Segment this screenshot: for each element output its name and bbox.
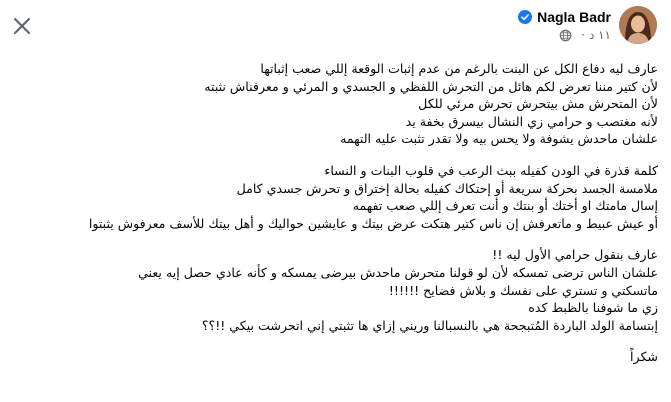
text-line: لأن كتير مننا تعرض لكم هائل من التحرش اللفظي و الجسدي و المرئي و معرفناش نثبته <box>204 78 658 94</box>
profile-photo <box>619 6 657 44</box>
close-button[interactable] <box>10 14 34 38</box>
verified-badge-icon <box>518 10 532 24</box>
post-meta <box>559 28 611 42</box>
meta-separator: · <box>581 28 585 42</box>
avatar[interactable] <box>619 6 657 44</box>
paragraph-4 <box>13 348 658 366</box>
post-body <box>13 60 658 380</box>
text-line: لأنه مغتصب و حرامي زي النشال بيسرق بخفة يد <box>405 113 658 129</box>
paragraph-1 <box>13 60 658 148</box>
author-name[interactable]: Nagla Badr <box>537 9 611 25</box>
globe-icon[interactable] <box>559 29 572 42</box>
text-line: ماتسكتي و تستري على نفسك و بلاش فضايح !!!!!! <box>388 282 658 298</box>
text-line: شكراً <box>630 349 658 365</box>
text-line: ملامسة الجسد بحركة سريعة أو إحتكاك كفيله بحالة إختراق و تحرش جسدي كامل <box>236 180 658 196</box>
close-icon <box>10 14 34 38</box>
text-line: كلمة قذرة في الودن كفيله ببث الرعب في قلوب البنات و النساء <box>324 162 658 178</box>
text-line: علشان ماحدش يشوفة ولا يحس بيه ولا تقدر تثبت عليه التهمه <box>340 131 658 147</box>
author-line <box>518 9 611 25</box>
text-line: علشان الناس ترضى تمسكه لأن لو قولنا متحرش ماحدش بيرضى يمسكه و كأنه عادي حصل إيه يعني <box>138 264 658 280</box>
text-line: إسال مامتك او أختك أو بنتك و أنت تعرف إللي صعب تفهمه <box>352 198 658 214</box>
text-line: إبتسامة الولد الباردة المُتبجحة هي بالنسبالنا وريني إزاي ها تثبتي إني اتحرشت بيكي !!؟؟ <box>201 317 658 333</box>
post-time[interactable]: ١١ د <box>588 28 611 42</box>
text-line: أو عيش عبيط و ماتعرفش إن ناس كتير هتكت عرض بيتك و عايشين حواليك و أهل بيتك للأسف معرفوش يثبتوا <box>88 215 658 231</box>
paragraph-3 <box>13 246 658 334</box>
paragraph-2 <box>13 162 658 232</box>
text-line: عارف بنقول حرامي الأول ليه !! <box>492 247 658 263</box>
text-line: زي ما شوفنا بالظبط كده <box>528 300 658 316</box>
text-line: عارف ليه دفاع الكل عن البنت بالرغم من عدم إثبات الوقعة إللي صعب إثباتها <box>260 61 658 76</box>
text-line: لأن المتحرش مش بيتحرش تحرش مرئي للكل <box>418 96 658 112</box>
post-header <box>0 0 671 56</box>
